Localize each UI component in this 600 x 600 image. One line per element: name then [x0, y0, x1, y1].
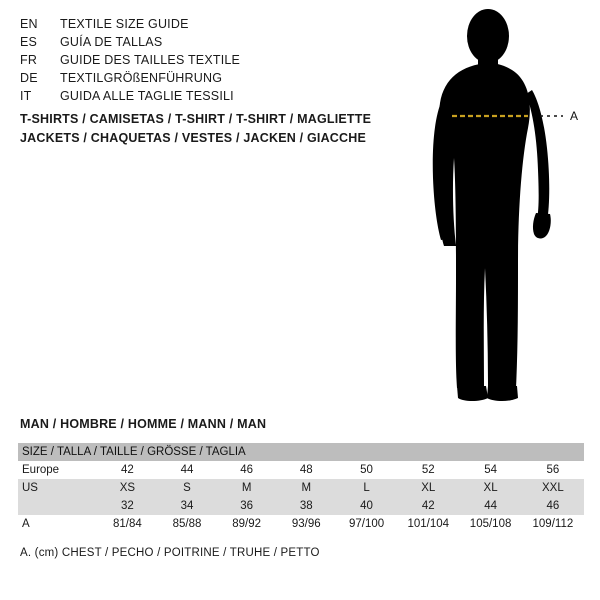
table-cell: M: [217, 479, 277, 497]
table-cell: 34: [157, 497, 217, 515]
category-list: [20, 110, 420, 148]
table-cell: XL: [397, 479, 459, 497]
table-cell: 46: [522, 497, 584, 515]
language-title: GUIDE DES TAILLES TEXTILE: [60, 53, 241, 67]
language-code: FR: [20, 53, 38, 67]
table-cell: 40: [336, 497, 397, 515]
table-cell: 52: [397, 461, 459, 479]
language-row: [20, 33, 400, 51]
table-title: MAN / HOMBRE / HOMME / MANN / MAN: [20, 417, 267, 431]
language-row: [20, 69, 400, 87]
table-header-row: [18, 443, 584, 461]
table-cell: 109/112: [522, 515, 584, 533]
table-cell: L: [336, 479, 397, 497]
footnote: A. (cm) CHEST / PECHO / POITRINE / TRUHE / PETTO: [20, 547, 320, 559]
table-cell: 89/92: [217, 515, 277, 533]
table-cell: 101/104: [397, 515, 459, 533]
table-cell: 81/84: [98, 515, 158, 533]
table-row: [18, 461, 584, 479]
table-row: [18, 479, 584, 497]
table-cell: S: [157, 479, 217, 497]
table-cell: 36: [217, 497, 277, 515]
table-cell: 42: [397, 497, 459, 515]
language-code: IT: [20, 89, 32, 103]
table-row: [18, 515, 584, 533]
table-cell: XXL: [522, 479, 584, 497]
language-code: DE: [20, 71, 38, 85]
table-cell: 97/100: [336, 515, 397, 533]
row-label: US: [18, 479, 98, 497]
table-cell: 50: [336, 461, 397, 479]
table-cell: 44: [157, 461, 217, 479]
male-silhouette-icon: [400, 8, 600, 408]
table-cell: 93/96: [276, 515, 336, 533]
language-row: [20, 15, 400, 33]
language-title: TEXTILGRÖßENFÜHRUNG: [60, 71, 223, 85]
table-cell: 32: [98, 497, 158, 515]
table-cell: 38: [276, 497, 336, 515]
table-cell: XS: [98, 479, 158, 497]
table-cell: XL: [459, 479, 521, 497]
language-title: GUIDA ALLE TAGLIE TESSILI: [60, 89, 234, 103]
language-title: GUÍA DE TALLAS: [60, 35, 163, 49]
size-table: [18, 443, 584, 533]
language-row: [20, 87, 400, 105]
language-list: [20, 15, 400, 105]
language-code: EN: [20, 17, 38, 31]
table-cell: 44: [459, 497, 521, 515]
language-code: ES: [20, 35, 38, 49]
table-cell: 105/108: [459, 515, 521, 533]
table-cell: 56: [522, 461, 584, 479]
table-cell: 54: [459, 461, 521, 479]
table-header-label: SIZE / TALLA / TAILLE / GRÖSSE / TAGLIA: [18, 443, 584, 461]
category-tshirts: T-SHIRTS / CAMISETAS / T-SHIRT / T-SHIRT / MAGLIETTE: [20, 112, 372, 126]
table-cell: 42: [98, 461, 158, 479]
body-figure: [400, 8, 600, 408]
table-cell: M: [276, 479, 336, 497]
language-title: TEXTILE SIZE GUIDE: [60, 17, 189, 31]
measure-marker-label: A: [570, 109, 580, 123]
table-row: [18, 497, 584, 515]
row-label: A: [18, 515, 98, 533]
row-label: [18, 497, 98, 515]
table-cell: 46: [217, 461, 277, 479]
category-jackets: JACKETS / CHAQUETAS / VESTES / JACKEN / GIACCHE: [20, 131, 367, 145]
row-label: Europe: [18, 461, 98, 479]
table-cell: 48: [276, 461, 336, 479]
table-cell: 85/88: [157, 515, 217, 533]
language-row: [20, 51, 400, 69]
